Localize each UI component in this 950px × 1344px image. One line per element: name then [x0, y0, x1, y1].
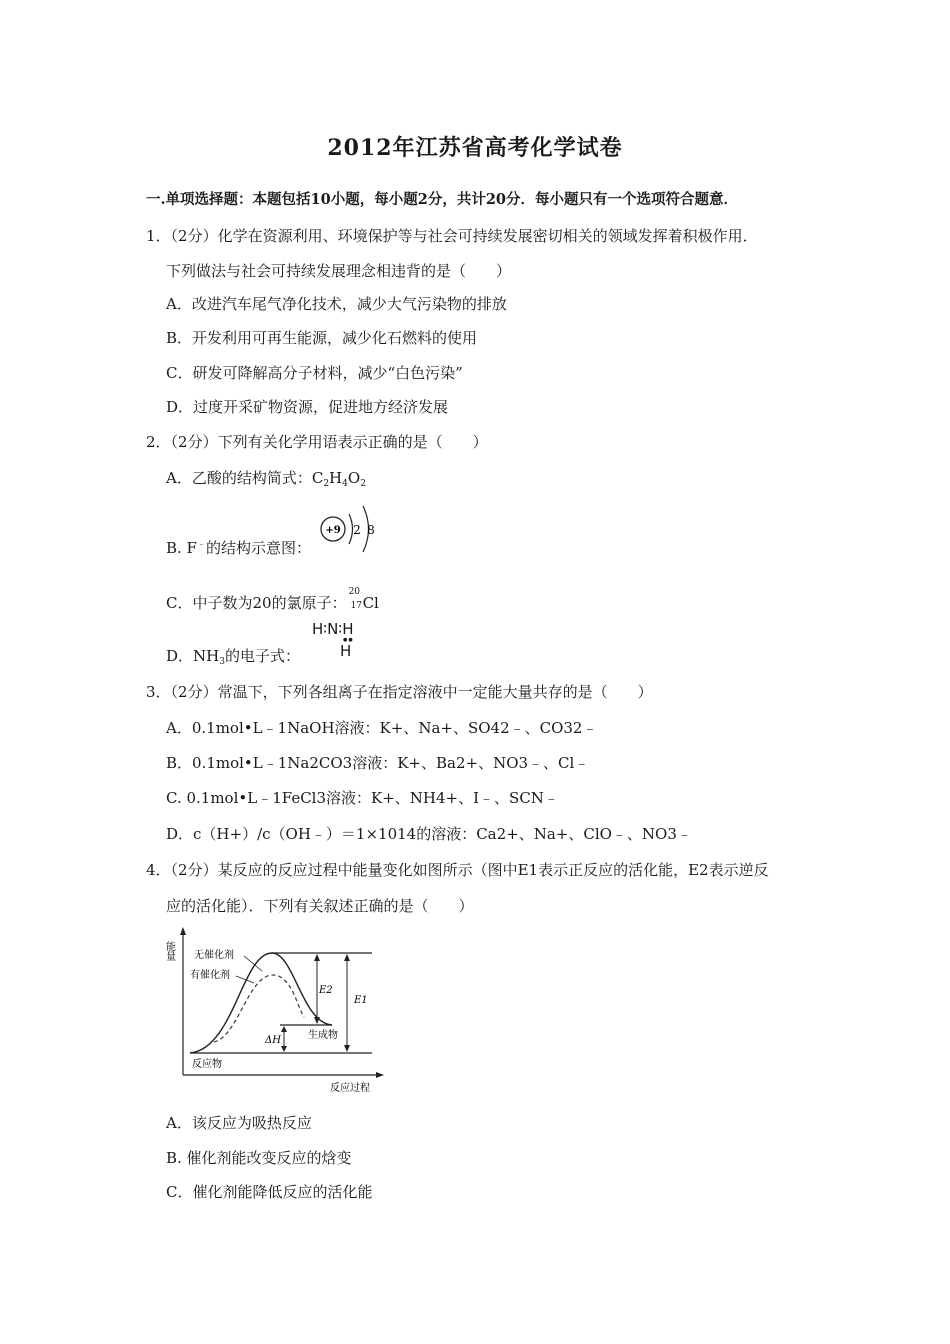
page-title: 2012年江苏省高考化学试卷	[327, 135, 623, 161]
q1-option-b: B．开发利用可再生能源，减少化石燃料的使用	[166, 329, 478, 347]
q1-option-d: D．过度开采矿物资源，促进地方经济发展	[166, 398, 449, 416]
q3-option-d: D．c（H+）/c（OH﹣）＝1×1014的溶液：Ca2+、Na+、ClO﹣、NO3﹣	[166, 825, 692, 843]
q1-stem-line2: 下列做法与社会可持续发展理念相违背的是（ ）	[166, 262, 512, 280]
label-reactants: 反应物	[192, 1059, 222, 1070]
energy-profile-diagram	[162, 925, 397, 1097]
q4-option-c: C．催化剂能降低反应的活化能	[166, 1183, 373, 1201]
q1-option-c: C．研发可降解高分子材料，减少“白色污染”	[166, 364, 463, 382]
q3-option-c: C. 0.1mol•L﹣1FeCl3溶液：K+、NH4+、I﹣、SCN﹣	[166, 789, 559, 807]
shell-1-electrons: 2	[353, 523, 361, 537]
catalyzed-curve	[214, 975, 304, 1042]
fluoride-ion-structure-diagram	[316, 500, 386, 558]
q2-stem: 2．（2分）下列有关化学用语表示正确的是（ ）	[146, 433, 488, 451]
q4-stem-line1: 4．（2分）某反应的反应过程中能量变化如图所示（图中E1表示正反应的活化能，E2表示逆反	[146, 861, 769, 879]
q4-stem-line2: 应的活化能）．下列有关叙述正确的是（ ）	[166, 897, 474, 915]
y-axis-label: 能量	[163, 941, 175, 961]
q4-option-a: A．该反应为吸热反应	[166, 1114, 312, 1132]
q3-stem: 3．（2分）常温下，下列各组离子在指定溶液中一定能大量共存的是（ ）	[146, 683, 653, 701]
label-products: 生成物	[308, 1030, 338, 1041]
section-header: 一.单项选择题：本题包括10小题，每小题2分，共计20分．每小题只有一个选项符合题意．	[146, 191, 738, 208]
label-e2: E2	[319, 985, 333, 996]
q1-stem-line1: 1．（2分）化学在资源利用、环境保护等与社会可持续发展密切相关的领域发挥着积极作用．	[146, 227, 758, 245]
x-axis-arrow	[376, 1072, 384, 1078]
shell-2-electrons: 8	[367, 523, 375, 537]
label-with-catalyst: 有催化剂	[190, 970, 230, 981]
electron-formula-row-1: H∶N∶H	[312, 620, 354, 638]
label-e1: E1	[354, 995, 368, 1006]
y-axis-arrow	[180, 927, 186, 935]
q1-option-a: A．改进汽车尾气净化技术，减少大气污染物的排放	[166, 295, 507, 313]
label-delta-h: ΔH	[265, 1035, 281, 1046]
q3-option-b: B．0.1mol•L﹣1Na2CO3溶液：K+、Ba2+、NO3﹣、Cl﹣	[166, 754, 590, 772]
electron-formula-row-2: H	[340, 642, 352, 660]
q2-option-b: B. F﹣的结构示意图：	[166, 539, 311, 557]
nucleus-charge: +9	[325, 525, 341, 536]
mass-number: 20	[348, 587, 361, 597]
q3-option-a: A．0.1mol•L﹣1NaOH溶液：K+、Na+、SO42﹣、CO32﹣	[166, 719, 598, 737]
label-no-catalyst: 无催化剂	[194, 950, 234, 961]
q4-option-b: B. 催化剂能改变反应的焓变	[166, 1149, 352, 1167]
q2-option-c: C．中子数为20的氯原子： 20 17 Cl	[166, 588, 379, 613]
x-axis-label: 反应过程	[330, 1083, 370, 1094]
atomic-number: 17	[350, 601, 363, 611]
electron-shell-1	[349, 514, 353, 544]
isotope-notation	[347, 587, 363, 611]
q2-option-d: D．$NH_3$的电子式：	[166, 647, 300, 667]
element-symbol: Cl	[362, 594, 379, 612]
ammonia-electron-formula	[312, 620, 382, 659]
lone-pair-dots: ●●	[343, 637, 354, 643]
q2-option-a: A．乙酸的结构简式：$C_2H_4O_2$	[166, 469, 366, 489]
